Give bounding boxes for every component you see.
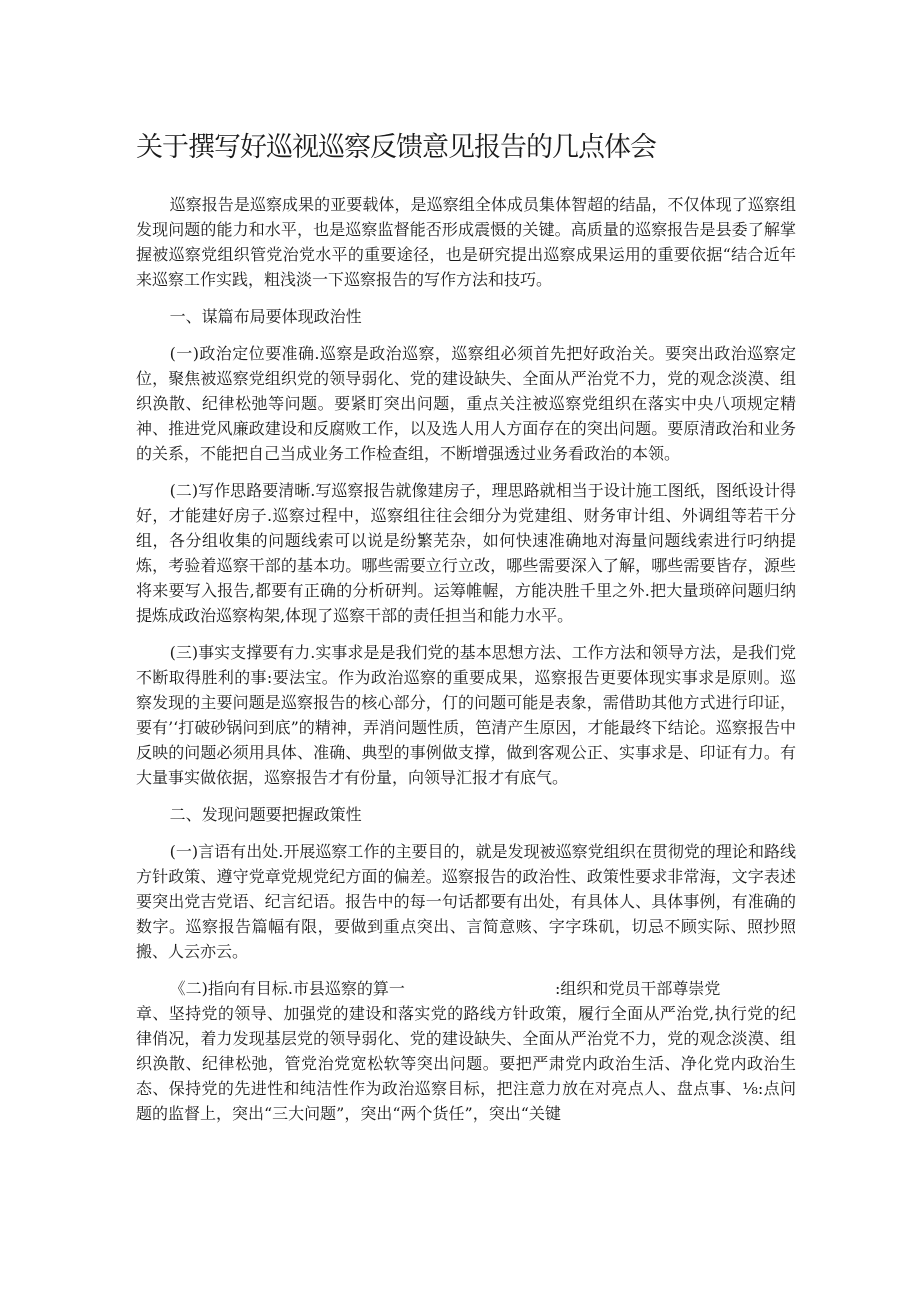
section-2-paragraph-2: [136, 976, 796, 1126]
section-1-paragraph-3: (三)事实支撑要有力.实事求是是我们党的基本思想方法、工作方法和领导方法，是我们党不断取得胜利的事:要法宝。作为政治巡察的重要成果，巡察报告更要体现实事求是原则。巡察发现的主要问题是巡察报告的核心部分，仃的问题可能是表象，需借助其他方式进行印证，要有’‘打破砂锅问到底”的精神，弄消问题性质，笆清产生原因，才能最终下结论。巡察报告中反映的问题必须用具体、准确、典型的事例做支撑，做到客观公正、实事求是、印证有力。有大量事实做依据，巡察报告才有份量，向领导汇报才有底气。: [136, 643, 796, 787]
document-page: [136, 128, 796, 1126]
document-title: 关于撰写好巡视巡察反馈意见报告的几点体会: [136, 132, 656, 163]
section-2-paragraph-1: (一)言语有出处.开展巡察工作的主要目的，就是发现被巡察党组织在贯彻党的理论和路线方针政策、遵守党章党规党纪方面的偏差。巡察报告的政治性、政策性要求非常海，文字表述要突出党吉党语、纪言纪语。报告中的每一句话都要有出处，有具体人、具体事例，有准确的数字。巡察报告篇幅有限，要做到重点突出、言简意赅、字字珠矶，切忌不顾实际、照抄照搬、人云亦云。: [136, 842, 796, 961]
section-1-paragraph-1: (一)政治定位要准确.巡察是政治巡察，巡察组必须首先把好政治关。要突出政治巡察定位，聚焦被巡察党组织党的领导弱化、党的建设缺失、全面从严治党不力，党的观念淡漠、组织涣散、纪律松弛等问题。要紧盯突出问题，重点关注被巡察党组织在落实中央八项规定精神、推进党风廉政建设和反腐败工作，以及选人用人方面存在的突出问题。要原清政治和业务的关系，不能把自己当成业务工作检查组，不断增强透过业务看政治的本领。: [136, 344, 796, 463]
section-2-heading: 二、发现问题要把握政策性: [169, 805, 362, 824]
intro-paragraph: 巡察报告是巡察成果的亚要载体，是巡察组全体成员集体智超的结晶，不仅体现了巡察组发现问题的能力和水平，也是巡察监督能否形成震慑的关键。高质量的巡察报告是县委了解掌握被巡察党组织管党治党水平的重要途径，也是研究提出巡察成果运用的重要依据“结合近年来巡察工作实践，粗浅淡一下巡察报告的写作方法和技巧。: [136, 195, 796, 289]
section-2-paragraph-2-gap-tail: :组织和党员干部尊崇党: [554, 979, 721, 998]
section-2-paragraph-2-first-line: [136, 976, 796, 1001]
section-2-paragraph-2-body: 章、坚持党的领导、加强党的建设和落实党的路线方针政策，履行全面从严治党,执行党的纪律俏况，着力发现基层党的领导弱化、党的建设缺失、全面从严治党不力，党的观念淡漠、组织涣散、纪律松弛，管党治党宽松软等突出问题。要把严肃党内政治生活、净化党内政治生态、保持党的先进性和纯洁性作为政治巡察目标，把注意力放在对亮点人、盘点事、⅛:点问题的监督上，突出“三大问题”，突出“两个货任”，突出“关键: [136, 1004, 796, 1123]
section-2-paragraph-2-head: 《二)指向有目标.市县巡察的算一: [169, 979, 405, 998]
section-1-heading: 一、谋篇布局要体现政治性: [169, 307, 362, 326]
section-1-paragraph-2: (二)写作思路要清晰.写巡察报告就像建房子，理思路就相当于设计施工图纸，图纸设计得好，才能建好房子.巡察过程中，巡察组往往会细分为党建组、财务审计组、外调组等若干分组，各分组收集的问题线索可以说是纷繁芜杂，如何快速准确地对海量问题线索进行叼纳提炼，考验着巡察干部的基本功。哪些需要立行立改，哪些需要深入了解，哪些需要皆存，源些将来要写入报告,都要有正确的分析研判。运筹帷幄，方能决胜千里之外.把大量琐碎问题归纳提炼成政治巡察构架,体现了巡察干部的责任担当和能力水平。: [136, 481, 796, 625]
